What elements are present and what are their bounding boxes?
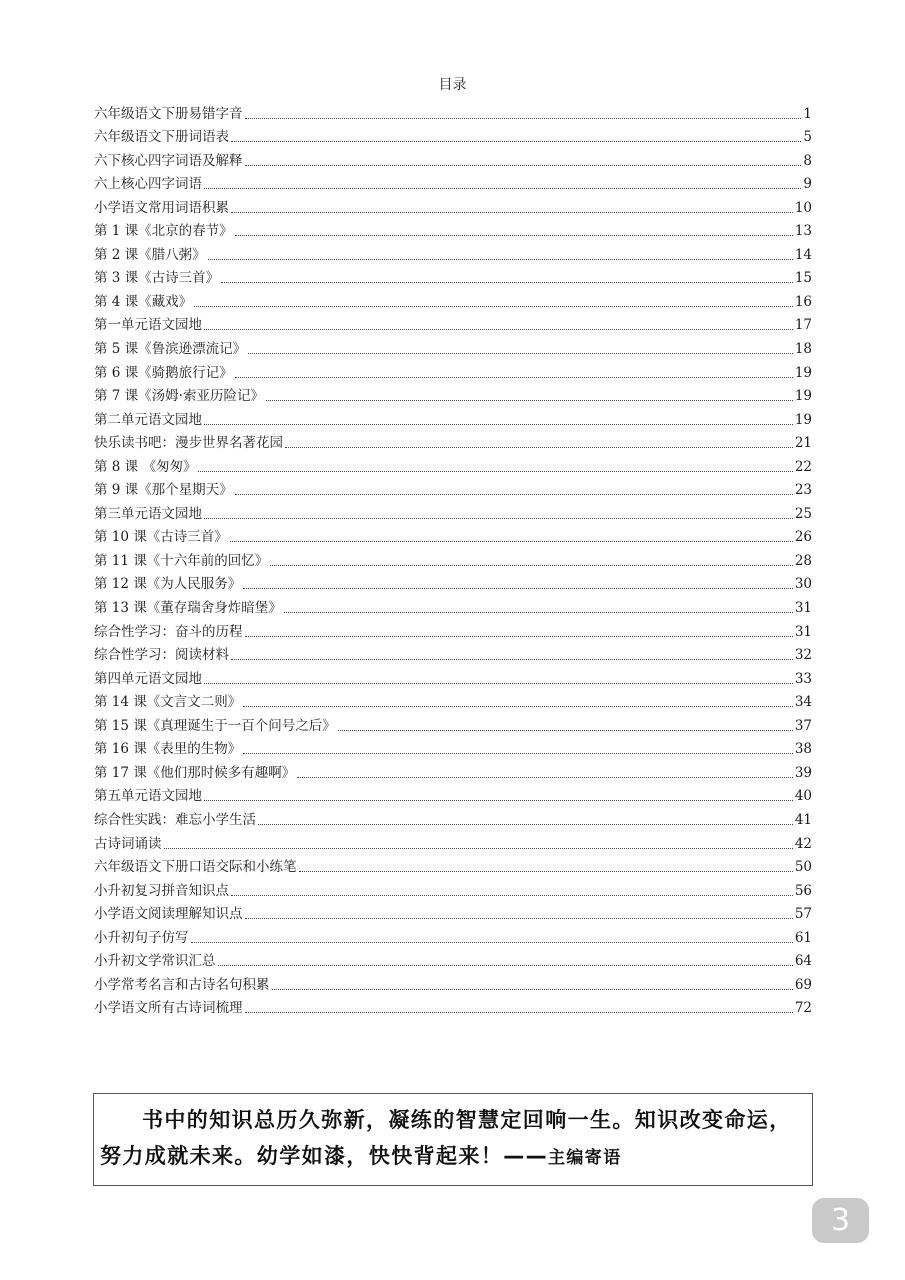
toc-entry [94, 946, 812, 970]
toc-entry-label: 第四单元语文园地 [94, 670, 202, 687]
toc-entry-label: 第三单元语文园地 [94, 505, 202, 522]
toc-entry-label: 第 7 课《汤姆·索亚历险记》 [94, 388, 264, 405]
toc-leader-dots [231, 658, 793, 660]
toc-entry [94, 381, 812, 405]
editor-note-signature: 主编寄语 [548, 1148, 622, 1168]
toc-entry-label: 第五单元语文园地 [94, 788, 202, 805]
toc-entry-page: 5 [803, 129, 812, 146]
toc-entry [94, 804, 812, 828]
toc-leader-dots [218, 964, 793, 966]
toc-entry [94, 357, 812, 381]
toc-leader-dots [235, 493, 793, 495]
toc-entry-page: 56 [794, 882, 812, 899]
toc-entry [94, 899, 812, 923]
toc-entry [94, 263, 812, 287]
toc-entry [94, 169, 812, 193]
toc-entry-label: 第 11 课《十六年前的回忆》 [94, 552, 269, 569]
toc-entry-label: 六上核心四字词语 [94, 176, 202, 193]
toc-entry-page: 8 [803, 152, 812, 169]
toc-entry-label: 综合性实践：难忘小学生活 [94, 811, 256, 828]
toc-leader-dots [338, 729, 793, 731]
toc-entry-page: 21 [794, 435, 812, 452]
toc-entry-label: 第 4 课《藏戏》 [94, 293, 193, 310]
toc-entry-label: 小学常考名言和古诗名句积累 [94, 976, 270, 993]
toc-entry-label: 六下核心四字词语及解释 [94, 152, 243, 169]
toc-entry [94, 922, 812, 946]
toc-entry-page: 31 [794, 600, 812, 617]
toc-entry [94, 710, 812, 734]
toc-entry [94, 216, 812, 240]
toc-leader-dots [266, 399, 793, 401]
toc-entry [94, 852, 812, 876]
toc-entry-label: 第 17 课《他们那时候多有趣啊》 [94, 764, 296, 781]
toc-leader-dots [208, 258, 793, 260]
toc-leader-dots [221, 281, 793, 283]
toc-leader-dots [191, 941, 793, 943]
toc-entry-page: 15 [794, 270, 812, 287]
toc-entry-page: 23 [794, 482, 812, 499]
toc-entry [94, 98, 812, 122]
toc-entry-label: 第 1 课《北京的春节》 [94, 223, 233, 240]
toc-entry-page: 39 [794, 764, 812, 781]
toc-entry [94, 993, 812, 1017]
toc-entry [94, 286, 812, 310]
toc-entry-page: 38 [794, 741, 812, 758]
toc-entry [94, 663, 812, 687]
toc-entry-label: 第 10 课《古诗三首》 [94, 529, 228, 546]
toc-leader-dots [164, 847, 793, 849]
toc-entry-label: 古诗词诵读 [94, 835, 162, 852]
toc-entry [94, 522, 812, 546]
toc-entry-label: 第 14 课《文言文二则》 [94, 694, 242, 711]
toc-leader-dots [243, 587, 793, 589]
toc-entry-label: 第 13 课《董存瑞舍身炸暗堡》 [94, 600, 282, 617]
toc-entry [94, 616, 812, 640]
toc-entry-page: 57 [794, 906, 812, 923]
toc-entry-label: 小升初句子仿写 [94, 929, 189, 946]
toc-entry-label: 第 8 课 《匆匆》 [94, 458, 197, 475]
toc-entry [94, 145, 812, 169]
toc-entry [94, 569, 812, 593]
toc-leader-dots [245, 917, 793, 919]
toc-entry [94, 475, 812, 499]
toc-entry-page: 61 [794, 929, 812, 946]
toc-entry-label: 第 16 课《表里的生物》 [94, 741, 242, 758]
editor-note-text [100, 1102, 804, 1176]
toc-entry-page: 19 [794, 411, 812, 428]
toc-entry-label: 小升初文学常识汇总 [94, 953, 216, 970]
toc-entry-page: 22 [794, 458, 812, 475]
toc-leader-dots [230, 540, 793, 542]
toc-entry [94, 592, 812, 616]
toc-entry [94, 404, 812, 428]
toc-leader-dots [204, 517, 793, 519]
toc-entry-label: 第一单元语文园地 [94, 317, 202, 334]
toc-entry [94, 781, 812, 805]
toc-leader-dots [272, 988, 793, 990]
toc-entry-label: 小学语文常用词语积累 [94, 199, 229, 216]
toc-entry-label: 第 6 课《骑鹅旅行记》 [94, 364, 233, 381]
toc-entry-page: 42 [794, 835, 812, 852]
toc-entry [94, 828, 812, 852]
toc-leader-dots [248, 352, 793, 354]
toc-leader-dots [243, 705, 793, 707]
toc-entry-label: 第 9 课《那个星期天》 [94, 482, 233, 499]
toc-leader-dots [284, 611, 793, 613]
toc-entry-page: 19 [794, 364, 812, 381]
toc-leader-dots [245, 117, 802, 119]
toc-entry-page: 10 [794, 199, 812, 216]
toc-entry-page: 41 [794, 811, 812, 828]
toc-entry-label: 第 12 课《为人民服务》 [94, 576, 242, 593]
toc-entry [94, 640, 812, 664]
editor-note-box [93, 1093, 813, 1186]
toc-entry [94, 498, 812, 522]
toc-entry [94, 239, 812, 263]
toc-leader-dots [299, 870, 793, 872]
toc-entry-page: 32 [794, 647, 812, 664]
toc-entry-page: 18 [794, 341, 812, 358]
toc-entry-label: 第 2 课《腊八粥》 [94, 246, 206, 263]
toc-entry [94, 333, 812, 357]
toc-leader-dots [235, 234, 793, 236]
toc-entry-label: 第 15 课《真理诞生于一百个问号之后》 [94, 717, 336, 734]
page-number-badge: 3 [812, 1198, 869, 1243]
toc-leader-dots [204, 682, 793, 684]
toc-entry-page: 14 [794, 246, 812, 263]
toc-entry-label: 六年级语文下册易错字音 [94, 105, 243, 122]
toc-leader-dots [285, 446, 793, 448]
toc-entry-label: 第二单元语文园地 [94, 411, 202, 428]
toc-entry [94, 428, 812, 452]
toc-leader-dots [243, 752, 793, 754]
toc-leader-dots [245, 1011, 793, 1013]
toc-entry [94, 310, 812, 334]
toc-entry-page: 50 [794, 859, 812, 876]
toc-entry [94, 734, 812, 758]
toc-entry-page: 33 [794, 670, 812, 687]
toc-entry [94, 192, 812, 216]
toc-entry-page: 25 [794, 505, 812, 522]
toc-entry [94, 757, 812, 781]
toc-entry-page: 72 [794, 1000, 812, 1017]
toc-entry-page: 40 [794, 788, 812, 805]
toc-leader-dots [245, 635, 793, 637]
toc-entry-label: 小升初复习拼音知识点 [94, 882, 229, 899]
toc-entry [94, 122, 812, 146]
toc-entry-label: 小学语文所有古诗词梳理 [94, 1000, 243, 1017]
toc-entry-page: 30 [794, 576, 812, 593]
toc-entry-page: 64 [794, 953, 812, 970]
toc-entry-page: 34 [794, 694, 812, 711]
toc-entry-label: 六年级语文下册口语交际和小练笔 [94, 859, 297, 876]
toc-entry-label: 综合性学习：阅读材料 [94, 647, 229, 664]
toc-entry [94, 969, 812, 993]
toc-title: 目录 [438, 77, 467, 93]
toc-entry [94, 875, 812, 899]
toc-leader-dots [204, 799, 793, 801]
toc-entry-page: 69 [794, 976, 812, 993]
toc-leader-dots [231, 894, 793, 896]
toc-entry-label: 快乐读书吧：漫步世界名著花园 [94, 435, 283, 452]
toc-entry-page: 26 [794, 529, 812, 546]
toc-entry [94, 451, 812, 475]
toc-leader-dots [258, 823, 793, 825]
toc-entry-label: 第 5 课《鲁滨逊漂流记》 [94, 341, 247, 358]
toc-entry-page: 28 [794, 552, 812, 569]
toc-leader-dots [270, 564, 793, 566]
toc-entry-page: 37 [794, 717, 812, 734]
toc-leader-dots [235, 376, 793, 378]
toc-leader-dots [231, 140, 801, 142]
toc-entry [94, 545, 812, 569]
toc-entry [94, 687, 812, 711]
toc-leader-dots [194, 305, 793, 307]
toc-list [94, 98, 812, 1016]
toc-leader-dots [297, 776, 793, 778]
toc-leader-dots [245, 164, 802, 166]
toc-entry-label: 六年级语文下册词语表 [94, 129, 229, 146]
toc-leader-dots [231, 211, 793, 213]
toc-entry-page: 16 [794, 293, 812, 310]
toc-entry-page: 31 [794, 623, 812, 640]
toc-entry-page: 9 [803, 176, 812, 193]
toc-entry-page: 1 [803, 105, 812, 122]
toc-leader-dots [198, 470, 792, 472]
toc-entry-label: 小学语文阅读理解知识点 [94, 906, 243, 923]
editor-note-body: 书中的知识总历久弥新，凝练的智慧定回响一生。知识改变命运，努力成就未来。幼学如漆，快快背起来！—— [100, 1108, 792, 1168]
toc-entry-page: 19 [794, 388, 812, 405]
toc-entry-label: 综合性学习：奋斗的历程 [94, 623, 243, 640]
toc-entry-label: 第 3 课《古诗三首》 [94, 270, 220, 287]
toc-leader-dots [204, 328, 793, 330]
toc-entry-page: 13 [794, 223, 812, 240]
toc-leader-dots [204, 423, 793, 425]
toc-leader-dots [204, 187, 801, 189]
toc-entry-page: 17 [794, 317, 812, 334]
